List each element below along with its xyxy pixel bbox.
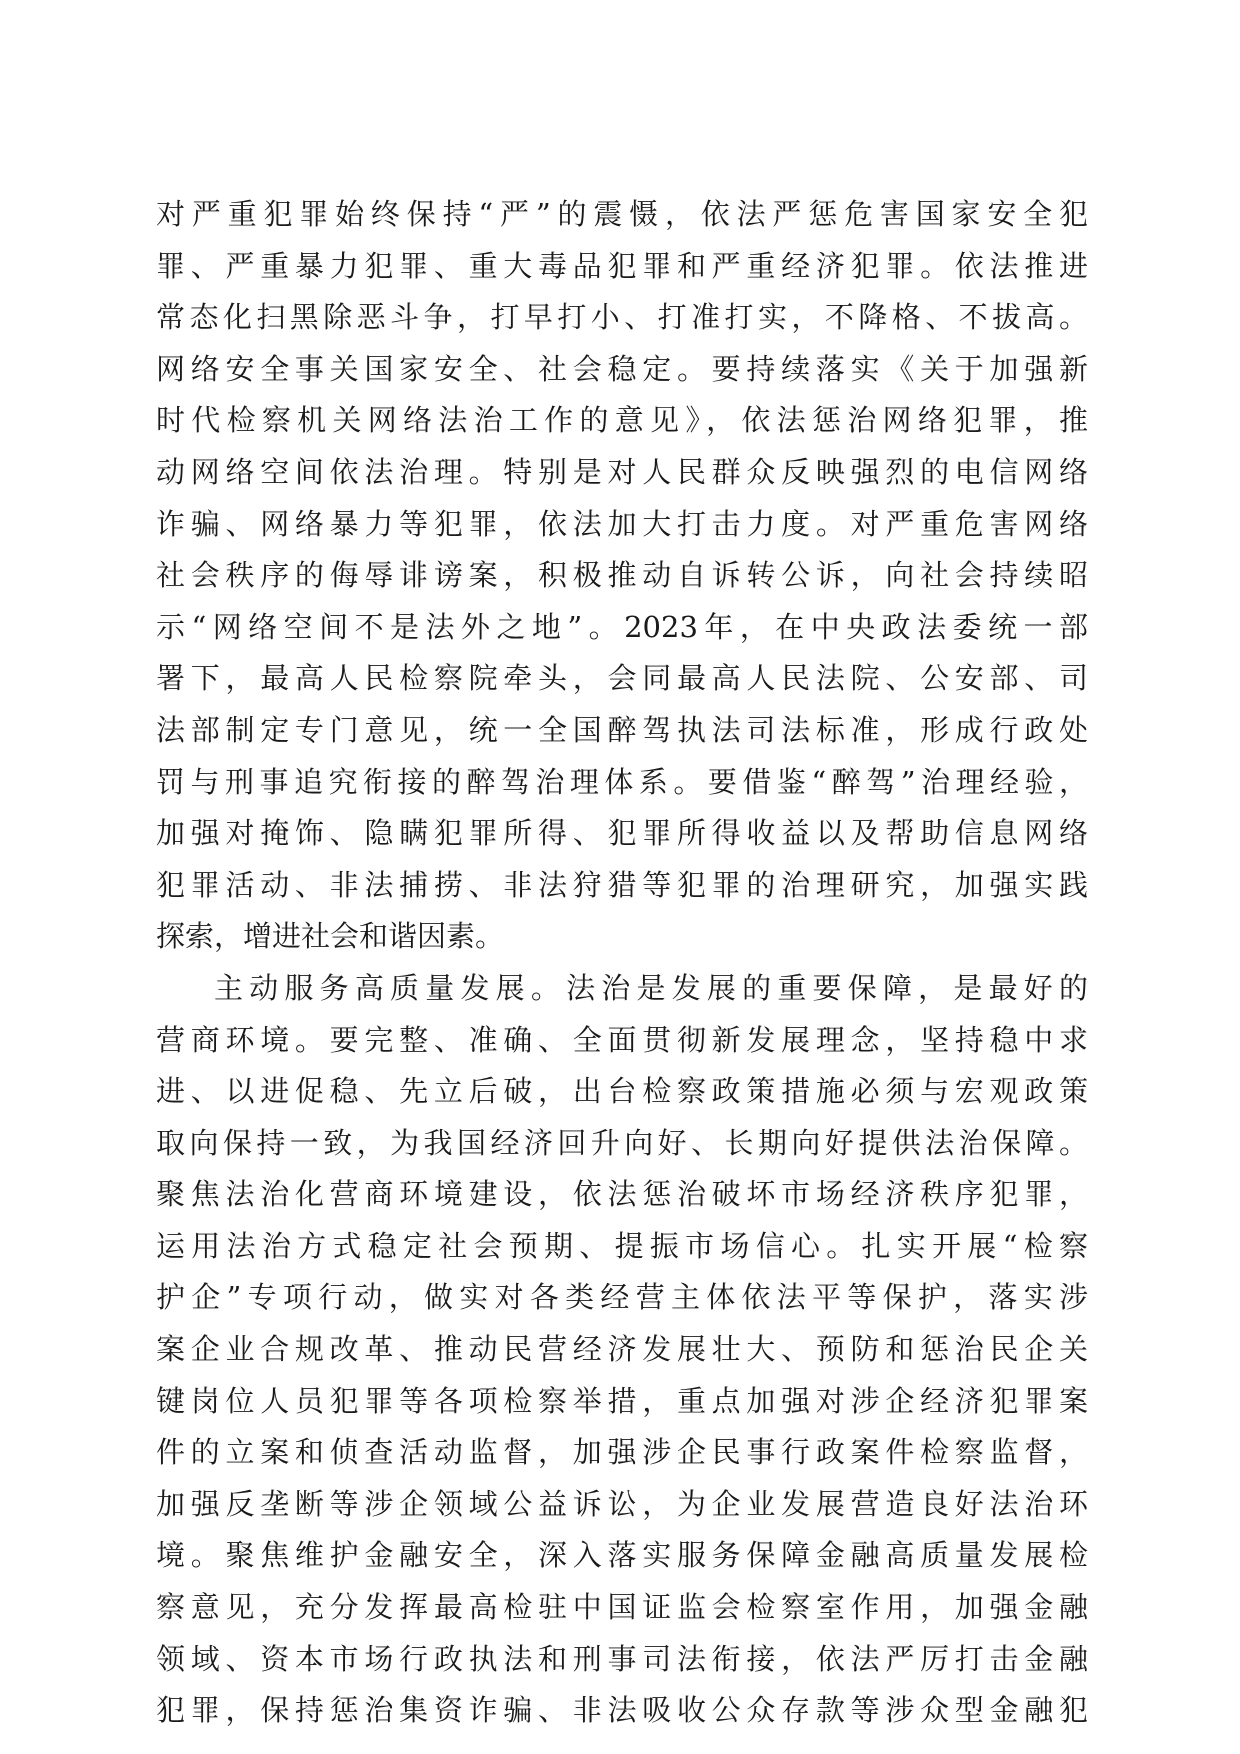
- text-line: 聚焦法治化营商环境建设，依法惩治破坏市场经济秩序犯罪，: [156, 1177, 1088, 1212]
- text-line: 诈骗、网络暴力等犯罪，依法加大打击力度。对严重危害网络: [156, 506, 1088, 541]
- text-line: 取向保持一致，为我国经济回升向好、长期向好提供法治保障。: [156, 1125, 1088, 1160]
- text-line: 键岗位人员犯罪等各项检察举措，重点加强对涉企经济犯罪案: [156, 1383, 1088, 1418]
- text-line: 加强反垄断等涉企领域公益诉讼，为企业发展营造良好法治环: [156, 1486, 1088, 1521]
- text-line: 罪、严重暴力犯罪、重大毒品犯罪和严重经济犯罪。依法推进: [156, 248, 1088, 283]
- text-line: 领域、资本市场行政执法和刑事司法衔接，依法严厉打击金融: [156, 1641, 1088, 1676]
- text-line: 进、以进促稳、先立后破，出台检察政策措施必须与宏观政策: [156, 1074, 1088, 1109]
- text-line: 察意见，充分发挥最高检驻中国证监会检察室作用，加强金融: [156, 1590, 1088, 1625]
- body-text: [156, 189, 1088, 1737]
- paragraph-heading-line: 主动服务高质量发展。法治是发展的重要保障，是最好的: [214, 970, 1088, 1005]
- text-line: 示“网络空间不是法外之地”。2023年，在中央政法委统一部: [156, 609, 1088, 644]
- text-line: 常态化扫黑除恶斗争，打早打小、打准打实，不降格、不拔高。: [156, 300, 1088, 335]
- text-line: 探索，增进社会和谐因素。: [156, 919, 505, 954]
- text-line: 运用法治方式稳定社会预期、提振市场信心。扎实开展“检察: [156, 1228, 1088, 1263]
- text-line: 时代检察机关网络法治工作的意见》，依法惩治网络犯罪，推: [156, 403, 1088, 438]
- text-line: 件的立案和侦查活动监督，加强涉企民事行政案件检察监督，: [156, 1435, 1088, 1470]
- text-line: 加强对掩饰、隐瞒犯罪所得、犯罪所得收益以及帮助信息网络: [156, 816, 1088, 851]
- text-line: 罚与刑事追究衔接的醉驾治理体系。要借鉴“醉驾”治理经验，: [156, 764, 1088, 799]
- text-line: 对严重犯罪始终保持“严”的震慑，依法严惩危害国家安全犯: [156, 197, 1088, 231]
- text-line: 犯罪活动、非法捕捞、非法狩猎等犯罪的治理研究，加强实践: [156, 867, 1088, 902]
- text-line: 护企”专项行动，做实对各类经营主体依法平等保护，落实涉: [156, 1280, 1088, 1315]
- text-line: 案企业合规改革、推动民营经济发展壮大、预防和惩治民企关: [156, 1332, 1088, 1367]
- text-line: 动网络空间依法治理。特别是对人民群众反映强烈的电信网络: [156, 454, 1088, 489]
- text-line: 境。聚焦维护金融安全，深入落实服务保障金融高质量发展检: [156, 1538, 1088, 1573]
- text-line: 社会秩序的侮辱诽谤案，积极推动自诉转公诉，向社会持续昭: [156, 558, 1088, 593]
- text-line: 营商环境。要完整、准确、全面贯彻新发展理念，坚持稳中求: [156, 1022, 1088, 1057]
- text-line: 犯罪，保持惩治集资诈骗、非法吸收公众存款等涉众型金融犯: [156, 1693, 1088, 1728]
- text-line: 法部制定专门意见，统一全国醉驾执法司法标准，形成行政处: [156, 712, 1088, 747]
- text-line: 网络安全事关国家安全、社会稳定。要持续落实《关于加强新: [156, 351, 1088, 386]
- text-line: 署下，最高人民检察院牵头，会同最高人民法院、公安部、司: [156, 661, 1088, 696]
